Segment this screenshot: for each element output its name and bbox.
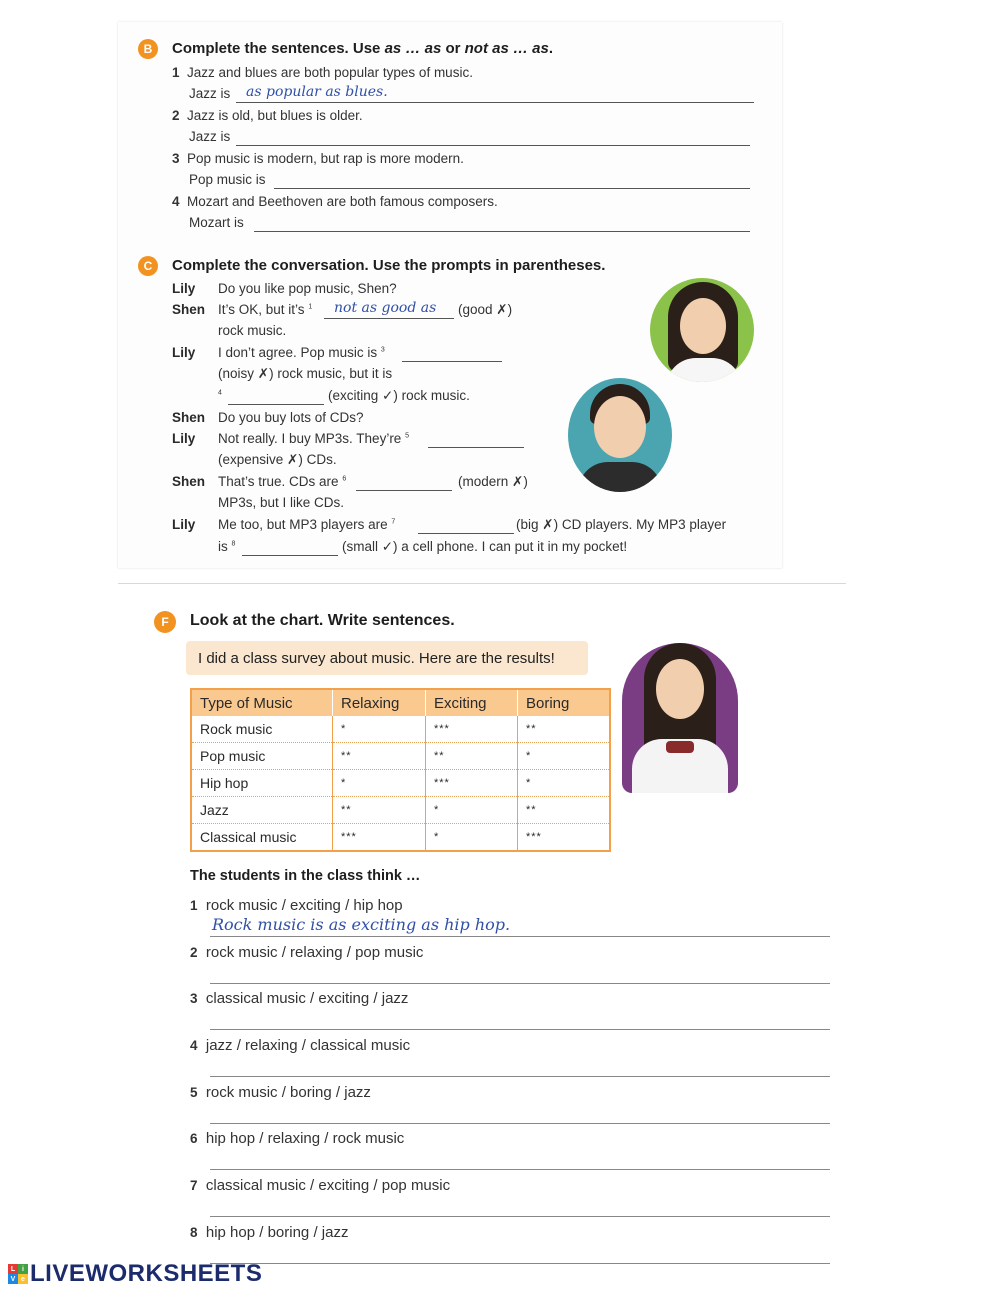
table-cell: * — [333, 716, 426, 743]
c-line-4: Do you buy lots of CDs? — [218, 410, 364, 425]
table-cell: Classical music — [191, 824, 333, 852]
section-c-badge: C — [138, 256, 158, 276]
speech-bubble: I did a class survey about music. Here are the results! — [186, 641, 588, 675]
table-cell: ** — [333, 797, 426, 824]
f-item-5: 5 rock music / boring / jazz — [190, 1084, 371, 1101]
section-c-title: Complete the conversation. Use the prompts in parentheses. — [172, 257, 606, 274]
f-item-1-answer[interactable]: Rock music is as exciting as hip hop. — [212, 915, 511, 934]
f-item-1-line[interactable] — [210, 936, 830, 937]
f-item-3-line[interactable] — [210, 1029, 830, 1030]
table-cell: Hip hop — [191, 770, 333, 797]
logo-icon: L i V e — [8, 1264, 28, 1284]
b-item-1-answer[interactable]: as popular as blues. — [246, 84, 388, 100]
c-line-5: Not really. I buy MP3s. They’re $^5$ — [218, 431, 409, 446]
girl-photo — [650, 278, 754, 382]
c-blank-6[interactable] — [356, 490, 452, 491]
section-f-title: Look at the chart. Write sentences. — [190, 612, 455, 629]
c-line-6: That’s true. CDs are $^6$ — [218, 474, 347, 489]
c-blank-7[interactable] — [418, 533, 514, 534]
c-prompt-7: (big ✗) CD players. My MP3 player — [516, 517, 727, 532]
c-speaker-3: Lily — [172, 345, 196, 360]
section-f-badge: F — [154, 611, 176, 633]
table-row — [191, 716, 610, 743]
table-cell: Rock music — [191, 716, 333, 743]
table-row — [191, 824, 610, 852]
f-item-1: 1 rock music / exciting / hip hop — [190, 897, 403, 914]
page-divider — [118, 583, 846, 584]
worksheet-page-2 — [118, 585, 846, 1285]
f-item-3: 3 classical music / exciting / jazz — [190, 990, 409, 1007]
table-cell: Jazz — [191, 797, 333, 824]
b-item-2: 2 Jazz is old, but blues is older. — [172, 108, 363, 123]
c-line-6-cont: MP3s, but I like CDs. — [218, 495, 345, 510]
f-item-2-line[interactable] — [210, 983, 830, 984]
table-cell: *** — [426, 770, 518, 797]
logo-text: LIVEWORKSHEETS — [30, 1260, 263, 1287]
table-cell: ** — [518, 797, 611, 824]
table-cell: ** — [426, 743, 518, 770]
c-prompt-4: (exciting ✓) rock music. — [328, 388, 470, 403]
c-blank-8[interactable] — [242, 555, 338, 556]
f-item-6-line[interactable] — [210, 1169, 830, 1170]
c-speaker-6: Shen — [172, 474, 206, 489]
table-cell: *** — [426, 716, 518, 743]
table-cell: ** — [333, 743, 426, 770]
b-item-4-line[interactable] — [254, 231, 750, 232]
worksheet-page-1 — [118, 22, 782, 568]
f-item-8-line[interactable] — [210, 1263, 830, 1264]
survey-table — [190, 688, 611, 852]
table-cell: * — [426, 797, 518, 824]
c-line-3-cont: (noisy ✗) rock music, but it is — [218, 366, 393, 381]
f-item-2: 2 rock music / relaxing / pop music — [190, 944, 424, 961]
f-item-7-line[interactable] — [210, 1216, 830, 1217]
c-speaker-4: Shen — [172, 410, 206, 425]
b-item-2-prompt: Jazz is — [189, 129, 231, 144]
f-item-4: 4 jazz / relaxing / classical music — [190, 1037, 411, 1054]
liveworksheets-logo[interactable] — [8, 1260, 262, 1288]
c-blank-3[interactable] — [402, 361, 502, 362]
c-line-7-cont: is $^8$ — [218, 539, 236, 554]
table-header-row — [191, 689, 610, 716]
c-speaker-2: Shen — [172, 302, 206, 317]
f-item-6: 6 hip hop / relaxing / rock music — [190, 1130, 405, 1147]
b-item-2-line[interactable] — [236, 145, 750, 146]
f-item-5-line[interactable] — [210, 1123, 830, 1124]
b-item-3-prompt: Pop music is — [189, 172, 266, 187]
table-cell: ** — [518, 716, 611, 743]
c-line-3: I don’t agree. Pop music is $^3$ — [218, 345, 385, 360]
table-cell: * — [518, 770, 611, 797]
table-header-cell: Exciting — [426, 689, 518, 716]
c-prompt-6: (modern ✗) — [458, 474, 528, 489]
b-item-3: 3 Pop music is modern, but rap is more modern. — [172, 151, 464, 166]
c-prompt-1: (good ✗) — [458, 302, 513, 317]
c-blank-1[interactable] — [324, 318, 454, 319]
b-item-1-line[interactable] — [236, 102, 754, 103]
table-header-cell: Relaxing — [333, 689, 426, 716]
table-cell: * — [426, 824, 518, 852]
table-cell: * — [333, 770, 426, 797]
table-header-cell: Boring — [518, 689, 611, 716]
c-line-1: Do you like pop music, Shen? — [218, 281, 397, 296]
b-item-3-line[interactable] — [274, 188, 750, 189]
c-blank-4[interactable] — [228, 404, 324, 405]
table-row — [191, 797, 610, 824]
c-line-5-cont: (expensive ✗) CDs. — [218, 452, 337, 467]
b-item-4: 4 Mozart and Beethoven are both famous composers. — [172, 194, 498, 209]
table-row — [191, 770, 610, 797]
c-speaker-7: Lily — [172, 517, 196, 532]
section-b-badge: B — [138, 39, 158, 59]
c-line-7: Me too, but MP3 players are $^7$ — [218, 517, 396, 532]
f-item-4-line[interactable] — [210, 1076, 830, 1077]
f-item-7: 7 classical music / exciting / pop music — [190, 1177, 451, 1194]
table-row — [191, 743, 610, 770]
f-item-8: 8 hip hop / boring / jazz — [190, 1224, 349, 1241]
b-item-4-prompt: Mozart is — [189, 215, 244, 230]
c-line-3-cont2: 4 — [218, 389, 222, 397]
student-photo — [622, 643, 738, 793]
table-cell: Pop music — [191, 743, 333, 770]
table-cell: *** — [518, 824, 611, 852]
b-item-1: 1 Jazz and blues are both popular types of music. — [172, 65, 473, 80]
survey-lead: The students in the class think … — [190, 868, 421, 884]
table-header-cell: Type of Music — [191, 689, 333, 716]
c-line-2: It’s OK, but it’s $^1$ — [218, 302, 313, 317]
b-item-1-prompt: Jazz is — [189, 86, 231, 101]
table-cell: *** — [333, 824, 426, 852]
table-cell: * — [518, 743, 611, 770]
boy-photo — [568, 378, 672, 492]
c-speaker-5: Lily — [172, 431, 196, 446]
section-b-title: Complete the sentences. Use as … as or not as … as. — [172, 40, 554, 57]
c-prompt-8: (small ✓) a cell phone. I can put it in my pocket! — [342, 539, 628, 554]
c-line-2-cont: rock music. — [218, 323, 287, 338]
c-speaker-1: Lily — [172, 281, 196, 296]
c-blank-1-answer[interactable]: not as good as — [334, 300, 437, 316]
c-blank-5[interactable] — [428, 447, 524, 448]
